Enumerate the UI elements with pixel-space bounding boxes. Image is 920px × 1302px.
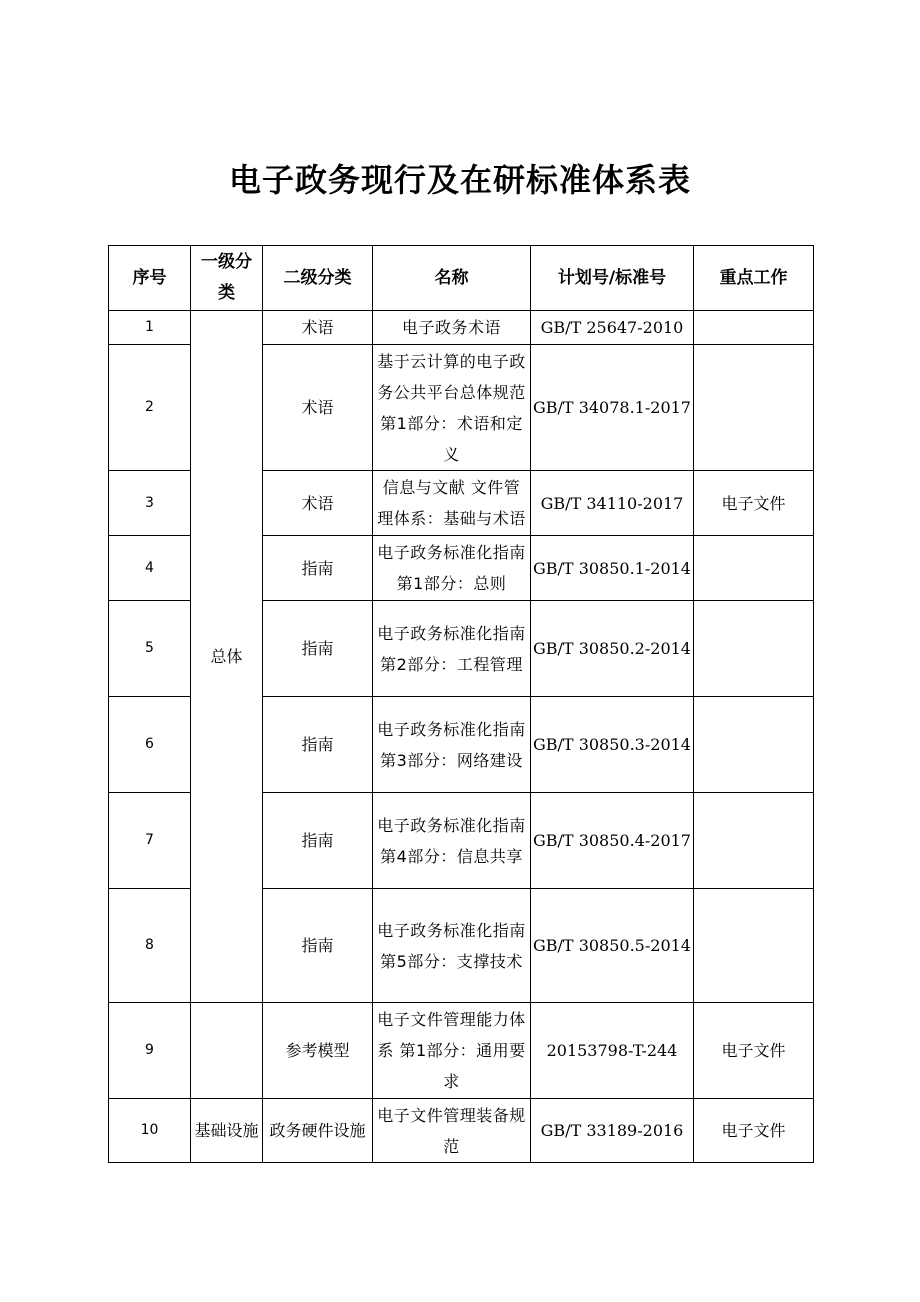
name-cell: 电子政务标准化指南 第2部分：工程管理 — [373, 601, 531, 697]
focus-cell — [694, 536, 814, 601]
focus-cell: 电子文件 — [694, 1099, 814, 1163]
focus-cell — [694, 793, 814, 889]
seq-cell: 7 — [109, 793, 191, 889]
focus-cell — [694, 697, 814, 793]
code-cell: GB/T 30850.2-2014 — [531, 601, 694, 697]
name-cell: 基于云计算的电子政务公共平台总体规范 第1部分：术语和定义 — [373, 345, 531, 471]
level2-cell: 术语 — [263, 345, 373, 471]
standards-table — [108, 245, 814, 1163]
table-row — [109, 1003, 814, 1099]
level2-cell: 指南 — [263, 601, 373, 697]
name-cell: 电子政务标准化指南 第1部分：总则 — [373, 536, 531, 601]
level2-cell: 指南 — [263, 536, 373, 601]
level2-cell: 术语 — [263, 471, 373, 536]
page-title: 电子政务现行及在研标准体系表 — [228, 161, 691, 199]
seq-cell: 6 — [109, 697, 191, 793]
seq-cell: 2 — [109, 345, 191, 471]
code-cell: GB/T 34078.1-2017 — [531, 345, 694, 471]
level1-cell-empty — [191, 1003, 263, 1099]
seq-cell: 4 — [109, 536, 191, 601]
name-cell: 电子文件管理能力体系 第1部分：通用要求 — [373, 1003, 531, 1099]
level2-cell: 术语 — [263, 311, 373, 345]
name-cell: 信息与文献 文件管理体系：基础与术语 — [373, 471, 531, 536]
name-cell: 电子文件管理装备规范 — [373, 1099, 531, 1163]
level2-cell: 指南 — [263, 889, 373, 1003]
level1-cell-general: 总体 — [191, 311, 263, 1003]
table-row — [109, 1099, 814, 1163]
name-cell: 电子政务标准化指南 第3部分：网络建设 — [373, 697, 531, 793]
seq-cell: 1 — [109, 311, 191, 345]
focus-cell: 电子文件 — [694, 471, 814, 536]
header-level1: 一级分类 — [191, 246, 263, 311]
level2-cell: 政务硬件设施 — [263, 1099, 373, 1163]
focus-cell — [694, 601, 814, 697]
name-cell: 电子政务术语 — [373, 311, 531, 345]
code-cell: GB/T 34110-2017 — [531, 471, 694, 536]
level2-cell: 指南 — [263, 793, 373, 889]
code-cell: GB/T 33189-2016 — [531, 1099, 694, 1163]
code-cell: GB/T 30850.3-2014 — [531, 697, 694, 793]
header-seq: 序号 — [109, 246, 191, 311]
code-cell: 20153798-T-244 — [531, 1003, 694, 1099]
level2-cell: 指南 — [263, 697, 373, 793]
name-cell: 电子政务标准化指南 第4部分：信息共享 — [373, 793, 531, 889]
level1-cell-infrastructure: 基础设施 — [191, 1099, 263, 1163]
focus-cell: 电子文件 — [694, 1003, 814, 1099]
seq-cell: 10 — [109, 1099, 191, 1163]
code-cell: GB/T 25647-2010 — [531, 311, 694, 345]
focus-cell — [694, 311, 814, 345]
header-focus: 重点工作 — [694, 246, 814, 311]
name-cell: 电子政务标准化指南 第5部分：支撑技术 — [373, 889, 531, 1003]
code-cell: GB/T 30850.4-2017 — [531, 793, 694, 889]
seq-cell: 9 — [109, 1003, 191, 1099]
header-level2: 二级分类 — [263, 246, 373, 311]
seq-cell: 5 — [109, 601, 191, 697]
code-cell: GB/T 30850.5-2014 — [531, 889, 694, 1003]
level2-cell: 参考模型 — [263, 1003, 373, 1099]
seq-cell: 8 — [109, 889, 191, 1003]
header-name: 名称 — [373, 246, 531, 311]
focus-cell — [694, 889, 814, 1003]
table-header-row — [109, 246, 814, 311]
table-row — [109, 311, 814, 345]
focus-cell — [694, 345, 814, 471]
header-code: 计划号/标准号 — [531, 246, 694, 311]
seq-cell: 3 — [109, 471, 191, 536]
code-cell: GB/T 30850.1-2014 — [531, 536, 694, 601]
